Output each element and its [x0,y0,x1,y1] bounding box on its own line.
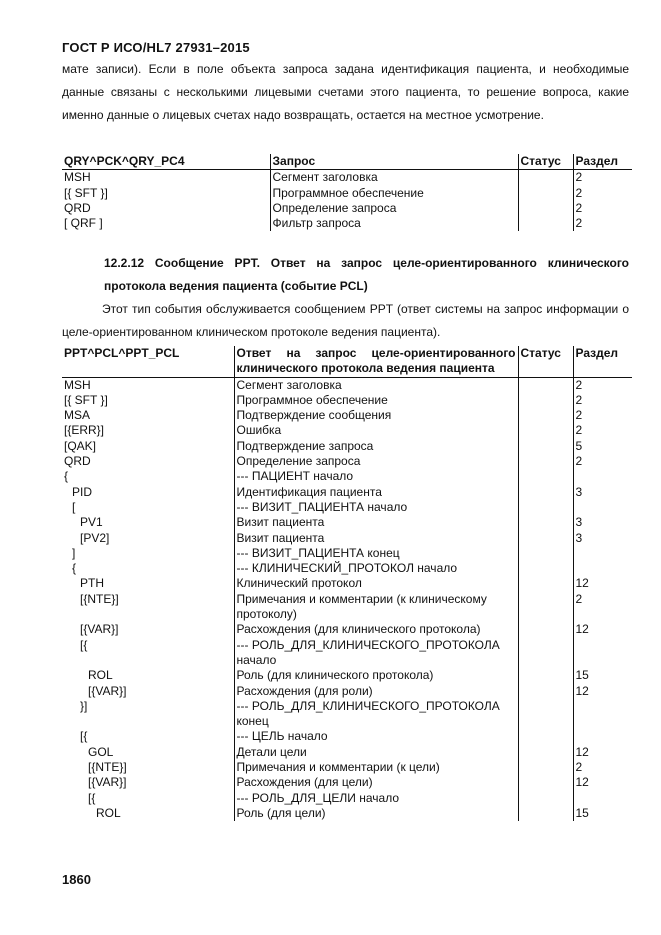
segment-code: [{ERR}] [64,423,105,438]
page-number: 1860 [62,872,91,887]
segment-description: --- ВИЗИТ_ПАЦИЕНТА конец [234,546,518,561]
segment-description: --- ПАЦИЕНТ начало [234,469,518,484]
segment-code: [{ SFT }] [64,185,108,200]
segment-section [573,791,632,806]
segment-code: ROL [96,805,121,820]
segment-status [518,791,573,806]
segment-description: Сегмент заголовка [234,377,518,393]
col-header-message: PPT^PCL^PPT_PCL [62,346,234,377]
segment-description: --- ВИЗИТ_ПАЦИЕНТА начало [234,500,518,515]
segment-description: Сегмент заголовка [270,170,518,186]
segment-description: Визит пациента [234,531,518,546]
segment-status [518,454,573,469]
segment-code: [{VAR}] [88,683,127,698]
segment-section: 12 [573,576,632,591]
segment-status [518,729,573,744]
table-row [62,622,632,637]
segment-code: MSH [64,170,91,185]
segment-code: QRD [64,454,91,469]
segment-status [518,699,573,730]
segment-description: --- КЛИНИЧЕСКИЙ_ПРОТОКОЛ начало [234,561,518,576]
table-row [62,684,632,699]
segment-code: MSA [64,408,91,423]
segment-description: Ошибка [234,423,518,438]
segment-code: PID [72,484,93,499]
table-row [62,791,632,806]
table-row [62,806,632,821]
segment-description: Клинический протокол [234,576,518,591]
table-header-row [62,154,632,170]
segment-code: { [72,561,77,576]
table-row [62,454,632,469]
segment-code: [ [72,499,76,514]
table-row [62,592,632,623]
segment-description: Подтверждение запроса [234,439,518,454]
table-row [62,216,632,231]
segment-section: 2 [573,216,632,231]
table-row [62,377,632,393]
table-row [62,469,632,484]
segment-code: [{ [80,729,88,744]
col-header-message: QRY^PCK^QRY_PC4 [62,154,270,170]
segment-code: [{NTE}] [88,760,127,775]
segment-status [518,576,573,591]
table-row [62,408,632,423]
segment-description: --- РОЛЬ_ДЛЯ_КЛИНИЧЕСКОГО_ПРОТОКОЛА начало [234,638,518,669]
table-row [62,699,632,730]
segment-status [518,186,573,201]
segment-code: [QAK] [64,438,97,453]
segment-status [518,500,573,515]
segment-section [573,469,632,484]
segment-status [518,485,573,500]
segment-code: [PV2] [80,530,110,545]
segment-status [518,423,573,438]
segment-description: Идентификация пациента [234,485,518,500]
table-row [62,531,632,546]
table-row [62,745,632,760]
segment-section [573,638,632,669]
segment-code: MSH [64,377,91,392]
table-header-row [62,346,632,377]
segment-section [573,729,632,744]
segment-description: --- ЦЕЛЬ начало [234,729,518,744]
segment-status [518,393,573,408]
segment-status [518,515,573,530]
col-header-status: Статус [518,346,573,377]
col-header-status: Статус [518,154,573,170]
segment-section: 2 [573,454,632,469]
segment-section: 2 [573,760,632,775]
segment-status [518,760,573,775]
page-header: ГОСТ Р ИСО/HL7 27931–2015 [62,40,250,55]
segment-section [573,546,632,561]
segment-section: 15 [573,806,632,821]
segment-code: { [64,469,69,484]
segment-section: 2 [573,393,632,408]
segment-section: 2 [573,592,632,623]
table-row [62,668,632,683]
segment-status [518,561,573,576]
col-header-section: Раздел [573,346,632,377]
table-row [62,423,632,438]
segment-description: Расхождения (для цели) [234,775,518,790]
segment-section [573,561,632,576]
segment-description: --- РОЛЬ_ДЛЯ_КЛИНИЧЕСКОГО_ПРОТОКОЛА конец [234,699,518,730]
segment-status [518,622,573,637]
segment-status [518,439,573,454]
segment-section: 12 [573,684,632,699]
segment-status [518,745,573,760]
segment-description: Роль (для клинического протокола) [234,668,518,683]
segment-code: [{ [80,637,88,652]
segment-description: Подтверждение сообщения [234,408,518,423]
segment-status [518,408,573,423]
segment-description: Расхождения (для клинического протокола) [234,622,518,637]
section-title: 12.2.12 Сообщение PPT. Ответ на запрос целе-ориентированного клинического протокола ведения пациента (событие PCL) [104,256,629,293]
segment-code: [ QRF ] [64,216,103,231]
segment-description: Роль (для цели) [234,806,518,821]
segment-code: [{ [88,790,96,805]
segment-section [573,500,632,515]
intro-paragraph: мате записи). Если в поле объекта запроса задана идентификация пациента, и необходимые данные связаны с несколькими лицевыми счетами этого пациента, то решение вопроса, какие именно данные о лицевых счетах надо возвращать, остается на местное усмотрение. [62,62,629,122]
col-header-description: Ответ на запрос целе-ориентированного клинического протокола ведения пациента [234,346,518,377]
qry-table-body [62,170,632,232]
segment-status [518,469,573,484]
col-header-description: Запрос [270,154,518,170]
segment-status [518,806,573,821]
segment-code: [{ SFT }] [64,392,108,407]
segment-section [573,699,632,730]
table-row [62,515,632,530]
segment-status [518,201,573,216]
segment-section: 2 [573,170,632,186]
segment-description: Фильтр запроса [270,216,518,231]
table-row [62,393,632,408]
segment-status [518,216,573,231]
col-header-section: Раздел [573,154,632,170]
table-row [62,170,632,186]
table-row [62,186,632,201]
segment-section: 12 [573,622,632,637]
table-row [62,500,632,515]
segment-description: Примечания и комментарии (к цели) [234,760,518,775]
ppt-table-body [62,377,632,821]
segment-description: Расхождения (для роли) [234,684,518,699]
table-row [62,439,632,454]
segment-code: PV1 [80,515,103,530]
segment-code: [{NTE}] [80,591,119,606]
segment-section: 12 [573,745,632,760]
table-row [62,576,632,591]
segment-description: Визит пациента [234,515,518,530]
table-row [62,201,632,216]
segment-description: Программное обеспечение [270,186,518,201]
segment-status [518,638,573,669]
segment-code: QRD [64,200,91,215]
table-row [62,546,632,561]
segment-section: 3 [573,485,632,500]
table-row [62,775,632,790]
segment-description: Определение запроса [234,454,518,469]
segment-status [518,592,573,623]
segment-section: 2 [573,201,632,216]
segment-code: GOL [88,744,114,759]
ppt-segment-table [62,346,632,821]
segment-code: ] [72,545,76,560]
segment-status [518,546,573,561]
segment-description: --- РОЛЬ_ДЛЯ_ЦЕЛИ начало [234,791,518,806]
segment-code: PTH [80,576,104,591]
segment-status [518,170,573,186]
table-row [62,638,632,669]
segment-status [518,531,573,546]
segment-description: Определение запроса [270,201,518,216]
segment-section: 5 [573,439,632,454]
segment-status [518,775,573,790]
segment-section: 2 [573,377,632,393]
segment-section: 2 [573,423,632,438]
section-paragraph: Этот тип события обслуживается сообщением PPT (ответ системы на запрос информации о целе-ориентированном клиническом протоколе ведения пациента). [62,302,629,339]
segment-code: ROL [88,668,113,683]
segment-description: Программное обеспечение [234,393,518,408]
table-row [62,729,632,744]
table-row [62,561,632,576]
segment-code: [{VAR}] [88,775,127,790]
segment-description: Детали цели [234,745,518,760]
table-row [62,760,632,775]
segment-section: 3 [573,515,632,530]
segment-section: 2 [573,408,632,423]
segment-status [518,684,573,699]
table-row [62,485,632,500]
segment-section: 2 [573,186,632,201]
segment-section: 12 [573,775,632,790]
segment-status [518,668,573,683]
segment-description: Примечания и комментарии (к клиническому протоколу) [234,592,518,623]
segment-code: }] [80,698,88,713]
segment-code: [{VAR}] [80,622,119,637]
qry-segment-table [62,154,632,231]
segment-status [518,377,573,393]
segment-section: 15 [573,668,632,683]
segment-section: 3 [573,531,632,546]
